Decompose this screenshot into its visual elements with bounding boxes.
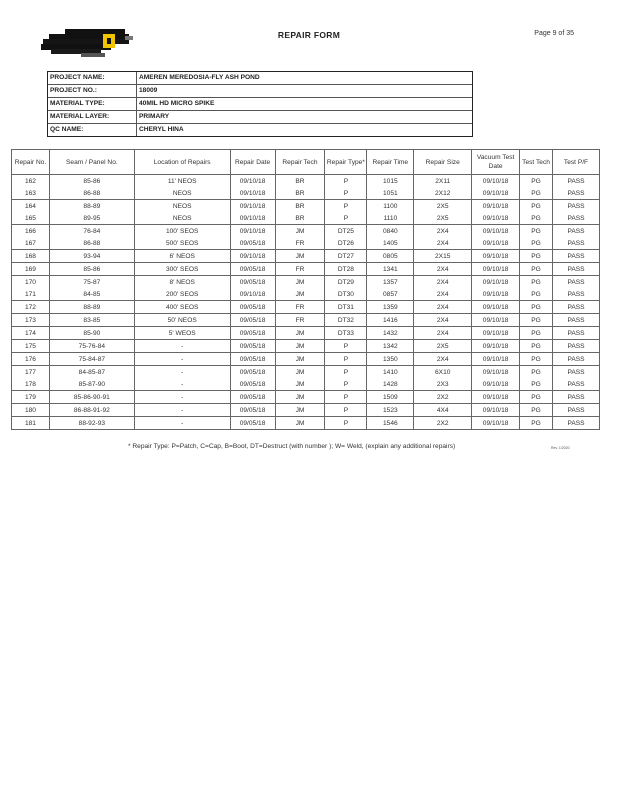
cell-repair-size: 2X4 xyxy=(414,353,472,366)
cell-vacuum-test-date: 09/10/18 xyxy=(472,327,520,340)
cell-test-pf: PASS xyxy=(553,237,600,250)
cell-repair-size: 2X4 xyxy=(414,276,472,289)
cell-repair-size: 2X12 xyxy=(414,187,472,200)
cell-repair-tech: FR xyxy=(275,237,325,250)
cell-test-tech: PG xyxy=(520,378,553,391)
cell-repair-size: 2X4 xyxy=(414,263,472,276)
cell-repair-no: 169 xyxy=(12,263,50,276)
cell-seam-panel: 93-94 xyxy=(49,250,134,263)
cell-repair-no: 170 xyxy=(12,276,50,289)
cell-vacuum-test-date: 09/10/18 xyxy=(472,417,520,430)
cell-repair-tech: BR xyxy=(275,175,325,188)
cell-test-tech: PG xyxy=(520,404,553,417)
cell-repair-date: 09/05/18 xyxy=(230,327,275,340)
cell-repair-time: 1546 xyxy=(367,417,414,430)
cell-test-pf: PASS xyxy=(553,175,600,188)
table-row xyxy=(12,175,600,188)
cell-location: - xyxy=(134,340,230,353)
cell-repair-no: 171 xyxy=(12,288,50,301)
cell-test-pf: PASS xyxy=(553,301,600,314)
cell-vacuum-test-date: 09/10/18 xyxy=(472,263,520,276)
cell-repair-size: 2X2 xyxy=(414,391,472,404)
cell-test-pf: PASS xyxy=(553,366,600,379)
table-row xyxy=(12,250,600,263)
cell-repair-no: 177 xyxy=(12,366,50,379)
cell-repair-no: 172 xyxy=(12,301,50,314)
cell-location: 11' NEOS xyxy=(134,175,230,188)
cell-seam-panel: 85-86 xyxy=(49,263,134,276)
cell-location: 5' WEOS xyxy=(134,327,230,340)
cell-repair-type: DT30 xyxy=(325,288,367,301)
table-row xyxy=(12,187,600,200)
cell-repair-tech: FR xyxy=(275,314,325,327)
cell-repair-tech: BR xyxy=(275,187,325,200)
col-header-seam-panel: Seam / Panel No. xyxy=(49,150,134,175)
cell-repair-no: 179 xyxy=(12,391,50,404)
cell-repair-type: P xyxy=(325,212,367,225)
col-header-repair-size: Repair Size xyxy=(414,150,472,175)
cell-repair-size: 2X15 xyxy=(414,250,472,263)
cell-repair-time: 0857 xyxy=(367,288,414,301)
cell-repair-size: 2X5 xyxy=(414,212,472,225)
cell-repair-size: 2X4 xyxy=(414,301,472,314)
cell-seam-panel: 85-86 xyxy=(49,175,134,188)
cell-repair-time: 1350 xyxy=(367,353,414,366)
cell-test-tech: PG xyxy=(520,175,553,188)
cell-repair-date: 09/05/18 xyxy=(230,237,275,250)
cell-repair-type: P xyxy=(325,417,367,430)
cell-repair-date: 09/05/18 xyxy=(230,391,275,404)
table-row xyxy=(12,417,600,430)
cell-repair-date: 09/10/18 xyxy=(230,225,275,238)
cell-repair-no: 175 xyxy=(12,340,50,353)
cell-test-pf: PASS xyxy=(553,327,600,340)
col-header-location: Location of Repairs xyxy=(134,150,230,175)
col-header-test-tech: Test Tech xyxy=(520,150,553,175)
cell-repair-time: 1100 xyxy=(367,200,414,213)
cell-seam-panel: 88-89 xyxy=(49,301,134,314)
col-header-repair-no: Repair No. xyxy=(12,150,50,175)
cell-location: - xyxy=(134,417,230,430)
cell-test-pf: PASS xyxy=(553,314,600,327)
cell-seam-panel: 86-88 xyxy=(49,237,134,250)
cell-seam-panel: 76-84 xyxy=(49,225,134,238)
cell-repair-date: 09/10/18 xyxy=(230,187,275,200)
cell-repair-time: 1359 xyxy=(367,301,414,314)
project-no-label: PROJECT NO.: xyxy=(48,85,137,97)
cell-location: 300' SEOS xyxy=(134,263,230,276)
cell-repair-tech: JM xyxy=(275,327,325,340)
cell-repair-size: 2X4 xyxy=(414,237,472,250)
cell-location: NEOS xyxy=(134,212,230,225)
cell-seam-panel: 84-85 xyxy=(49,288,134,301)
cell-vacuum-test-date: 09/10/18 xyxy=(472,200,520,213)
cell-repair-size: 2X5 xyxy=(414,340,472,353)
cell-location: 200' SEOS xyxy=(134,288,230,301)
project-info-box xyxy=(47,71,473,137)
cell-test-tech: PG xyxy=(520,237,553,250)
table-row xyxy=(12,366,600,379)
cell-test-tech: PG xyxy=(520,276,553,289)
cell-vacuum-test-date: 09/10/18 xyxy=(472,288,520,301)
table-row xyxy=(12,212,600,225)
cell-repair-size: 2X2 xyxy=(414,417,472,430)
table-row xyxy=(12,276,600,289)
cell-repair-size: 6X10 xyxy=(414,366,472,379)
cell-seam-panel: 86-88-91-92 xyxy=(49,404,134,417)
col-header-repair-tech: Repair Tech xyxy=(275,150,325,175)
cell-repair-date: 09/10/18 xyxy=(230,250,275,263)
table-row xyxy=(12,327,600,340)
cell-repair-size: 2X5 xyxy=(414,200,472,213)
cell-test-pf: PASS xyxy=(553,212,600,225)
table-row xyxy=(12,391,600,404)
cell-repair-date: 09/05/18 xyxy=(230,314,275,327)
cell-test-pf: PASS xyxy=(553,353,600,366)
table-row xyxy=(12,288,600,301)
cell-repair-time: 1051 xyxy=(367,187,414,200)
col-header-repair-date: Repair Date xyxy=(230,150,275,175)
material-layer-label: MATERIAL LAYER: xyxy=(48,111,137,123)
cell-repair-date: 09/05/18 xyxy=(230,276,275,289)
cell-repair-time: 1015 xyxy=(367,175,414,188)
cell-vacuum-test-date: 09/10/18 xyxy=(472,187,520,200)
cell-vacuum-test-date: 09/10/18 xyxy=(472,175,520,188)
cell-vacuum-test-date: 09/10/18 xyxy=(472,250,520,263)
cell-repair-type: P xyxy=(325,175,367,188)
qc-name-value: CHERYL HINA xyxy=(139,126,184,133)
info-row-material-type xyxy=(48,98,472,111)
material-layer-value: PRIMARY xyxy=(139,113,170,120)
cell-repair-date: 09/05/18 xyxy=(230,353,275,366)
repair-type-footnote: * Repair Type: P=Patch, C=Cap, B=Boot, DT=Destruct (with number ); W= Weld, (explain any additional repairs) xyxy=(128,443,456,450)
cell-vacuum-test-date: 09/10/18 xyxy=(472,237,520,250)
cell-repair-type: P xyxy=(325,353,367,366)
cell-repair-size: 2X4 xyxy=(414,327,472,340)
cell-seam-panel: 83-85 xyxy=(49,314,134,327)
cell-repair-no: 180 xyxy=(12,404,50,417)
cell-repair-type: P xyxy=(325,187,367,200)
repairs-table-body xyxy=(12,175,600,430)
cell-vacuum-test-date: 09/10/18 xyxy=(472,378,520,391)
cell-repair-type: P xyxy=(325,340,367,353)
cell-repair-size: 2X11 xyxy=(414,175,472,188)
cell-test-tech: PG xyxy=(520,327,553,340)
cell-repair-time: 1523 xyxy=(367,404,414,417)
table-row xyxy=(12,225,600,238)
cell-repair-no: 164 xyxy=(12,200,50,213)
cell-location: 500' SEOS xyxy=(134,237,230,250)
cell-repair-time: 1405 xyxy=(367,237,414,250)
cell-repair-no: 181 xyxy=(12,417,50,430)
cell-repair-time: 0805 xyxy=(367,250,414,263)
project-name-value: AMEREN MEREDOSIA-FLY ASH POND xyxy=(139,74,260,81)
info-row-qc-name xyxy=(48,124,472,136)
qc-name-label: QC NAME: xyxy=(48,124,137,136)
cell-seam-panel: 88-92-93 xyxy=(49,417,134,430)
project-name-label: PROJECT NAME: xyxy=(48,72,137,84)
info-row-project-no xyxy=(48,85,472,98)
cell-test-pf: PASS xyxy=(553,187,600,200)
cell-location: - xyxy=(134,353,230,366)
cell-location: 400' SEOS xyxy=(134,301,230,314)
material-type-label: MATERIAL TYPE: xyxy=(48,98,137,110)
info-row-project-name xyxy=(48,72,472,85)
cell-repair-tech: JM xyxy=(275,340,325,353)
cell-repair-tech: JM xyxy=(275,391,325,404)
table-row xyxy=(12,200,600,213)
cell-test-pf: PASS xyxy=(553,404,600,417)
cell-repair-date: 09/10/18 xyxy=(230,200,275,213)
cell-repair-type: P xyxy=(325,200,367,213)
cell-repair-type: DT25 xyxy=(325,225,367,238)
cell-repair-tech: JM xyxy=(275,366,325,379)
col-header-repair-type: Repair Type* xyxy=(325,150,367,175)
cell-test-tech: PG xyxy=(520,250,553,263)
material-type-value: 40MIL HD MICRO SPIKE xyxy=(139,100,215,107)
cell-vacuum-test-date: 09/10/18 xyxy=(472,353,520,366)
cell-test-tech: PG xyxy=(520,288,553,301)
cell-repair-tech: JM xyxy=(275,353,325,366)
project-no-value: 18009 xyxy=(139,87,158,94)
cell-repair-type: DT26 xyxy=(325,237,367,250)
cell-vacuum-test-date: 09/10/18 xyxy=(472,276,520,289)
cell-seam-panel: 88-89 xyxy=(49,200,134,213)
cell-seam-panel: 75-87 xyxy=(49,276,134,289)
cell-repair-date: 09/05/18 xyxy=(230,378,275,391)
cell-repair-time: 1110 xyxy=(367,212,414,225)
table-row xyxy=(12,263,600,276)
cell-seam-panel: 89-95 xyxy=(49,212,134,225)
cell-test-tech: PG xyxy=(520,417,553,430)
cell-test-pf: PASS xyxy=(553,288,600,301)
page-number: Page 9 of 35 xyxy=(534,30,574,37)
cell-repair-type: P xyxy=(325,404,367,417)
cell-test-pf: PASS xyxy=(553,391,600,404)
cell-repair-tech: JM xyxy=(275,404,325,417)
cell-repair-no: 174 xyxy=(12,327,50,340)
cell-repair-date: 09/05/18 xyxy=(230,366,275,379)
cell-seam-panel: 84-85-87 xyxy=(49,366,134,379)
cell-repair-time: 1341 xyxy=(367,263,414,276)
cell-test-tech: PG xyxy=(520,314,553,327)
cell-repair-tech: BR xyxy=(275,212,325,225)
table-header-row xyxy=(12,150,600,175)
cell-vacuum-test-date: 09/10/18 xyxy=(472,212,520,225)
cell-test-tech: PG xyxy=(520,391,553,404)
cell-repair-size: 2X3 xyxy=(414,378,472,391)
cell-repair-no: 176 xyxy=(12,353,50,366)
cell-repair-type: DT31 xyxy=(325,301,367,314)
cell-repair-size: 2X4 xyxy=(414,225,472,238)
cell-test-tech: PG xyxy=(520,225,553,238)
cell-repair-no: 165 xyxy=(12,212,50,225)
cell-location: - xyxy=(134,404,230,417)
cell-repair-date: 09/10/18 xyxy=(230,288,275,301)
repairs-table xyxy=(11,149,600,430)
cell-vacuum-test-date: 09/10/18 xyxy=(472,225,520,238)
cell-repair-type: P xyxy=(325,391,367,404)
cell-seam-panel: 86-88 xyxy=(49,187,134,200)
cell-repair-date: 09/05/18 xyxy=(230,340,275,353)
cell-repair-type: DT33 xyxy=(325,327,367,340)
cell-test-pf: PASS xyxy=(553,263,600,276)
cell-seam-panel: 75-84-87 xyxy=(49,353,134,366)
cell-repair-time: 0840 xyxy=(367,225,414,238)
cell-test-pf: PASS xyxy=(553,340,600,353)
table-row xyxy=(12,314,600,327)
cell-repair-date: 09/05/18 xyxy=(230,263,275,276)
cell-repair-no: 163 xyxy=(12,187,50,200)
cell-test-tech: PG xyxy=(520,263,553,276)
cell-repair-date: 09/05/18 xyxy=(230,404,275,417)
cell-repair-no: 178 xyxy=(12,378,50,391)
cell-vacuum-test-date: 09/10/18 xyxy=(472,301,520,314)
cell-test-tech: PG xyxy=(520,200,553,213)
cell-test-tech: PG xyxy=(520,301,553,314)
cell-repair-time: 1416 xyxy=(367,314,414,327)
cell-location: 6' NEOS xyxy=(134,250,230,263)
cell-repair-time: 1342 xyxy=(367,340,414,353)
table-row xyxy=(12,404,600,417)
cell-repair-no: 167 xyxy=(12,237,50,250)
table-row xyxy=(12,378,600,391)
cell-location: - xyxy=(134,366,230,379)
cell-repair-time: 1509 xyxy=(367,391,414,404)
table-row xyxy=(12,340,600,353)
cell-repair-tech: FR xyxy=(275,263,325,276)
table-row xyxy=(12,237,600,250)
cell-repair-tech: JM xyxy=(275,276,325,289)
cell-repair-size: 2X4 xyxy=(414,288,472,301)
col-header-test-pf: Test P/F xyxy=(553,150,600,175)
cell-test-pf: PASS xyxy=(553,225,600,238)
cell-vacuum-test-date: 09/10/18 xyxy=(472,366,520,379)
cell-repair-no: 166 xyxy=(12,225,50,238)
cell-repair-tech: JM xyxy=(275,417,325,430)
cell-location: - xyxy=(134,378,230,391)
cell-test-tech: PG xyxy=(520,187,553,200)
cell-repair-time: 1357 xyxy=(367,276,414,289)
cell-repair-type: DT27 xyxy=(325,250,367,263)
cell-repair-date: 09/10/18 xyxy=(230,175,275,188)
cell-repair-tech: JM xyxy=(275,250,325,263)
cell-test-tech: PG xyxy=(520,340,553,353)
cell-repair-tech: JM xyxy=(275,378,325,391)
cell-vacuum-test-date: 09/10/18 xyxy=(472,391,520,404)
cell-repair-size: 4X4 xyxy=(414,404,472,417)
cell-repair-size: 2X4 xyxy=(414,314,472,327)
cell-repair-tech: JM xyxy=(275,225,325,238)
cell-repair-time: 1432 xyxy=(367,327,414,340)
cell-test-tech: PG xyxy=(520,366,553,379)
table-row xyxy=(12,353,600,366)
cell-repair-date: 09/10/18 xyxy=(230,212,275,225)
cell-test-pf: PASS xyxy=(553,378,600,391)
cell-seam-panel: 85-86-90-91 xyxy=(49,391,134,404)
cell-repair-time: 1428 xyxy=(367,378,414,391)
col-header-repair-time: Repair Time xyxy=(367,150,414,175)
cell-repair-date: 09/05/18 xyxy=(230,301,275,314)
info-row-material-layer xyxy=(48,111,472,124)
cell-location: 50' NEOS xyxy=(134,314,230,327)
cell-repair-type: P xyxy=(325,378,367,391)
cell-test-pf: PASS xyxy=(553,200,600,213)
cell-vacuum-test-date: 09/10/18 xyxy=(472,404,520,417)
cell-repair-type: DT32 xyxy=(325,314,367,327)
cell-repair-no: 173 xyxy=(12,314,50,327)
cell-repair-no: 168 xyxy=(12,250,50,263)
cell-repair-tech: FR xyxy=(275,301,325,314)
col-header-vacuum-test-date: Vacuum Test Date xyxy=(472,150,520,175)
cell-test-pf: PASS xyxy=(553,276,600,289)
form-title: REPAIR FORM xyxy=(277,30,341,40)
cell-repair-tech: BR xyxy=(275,200,325,213)
cell-location: 100' SEOS xyxy=(134,225,230,238)
cell-seam-panel: 85-87-90 xyxy=(49,378,134,391)
cell-repair-type: DT28 xyxy=(325,263,367,276)
cell-repair-tech: JM xyxy=(275,288,325,301)
cell-location: NEOS xyxy=(134,187,230,200)
cell-repair-date: 09/05/18 xyxy=(230,417,275,430)
cell-repair-time: 1410 xyxy=(367,366,414,379)
cell-location: 8' NEOS xyxy=(134,276,230,289)
revision-note: Rev. 1/2020 xyxy=(551,446,570,450)
cell-location: NEOS xyxy=(134,200,230,213)
table-row xyxy=(12,301,600,314)
cell-vacuum-test-date: 09/10/18 xyxy=(472,314,520,327)
cell-test-pf: PASS xyxy=(553,250,600,263)
cell-seam-panel: 85-90 xyxy=(49,327,134,340)
cell-test-tech: PG xyxy=(520,353,553,366)
cell-test-tech: PG xyxy=(520,212,553,225)
cell-repair-no: 162 xyxy=(12,175,50,188)
cell-test-pf: PASS xyxy=(553,417,600,430)
cell-location: - xyxy=(134,391,230,404)
cell-repair-type: DT29 xyxy=(325,276,367,289)
cell-seam-panel: 75-76-84 xyxy=(49,340,134,353)
cell-repair-type: P xyxy=(325,366,367,379)
cell-vacuum-test-date: 09/10/18 xyxy=(472,340,520,353)
